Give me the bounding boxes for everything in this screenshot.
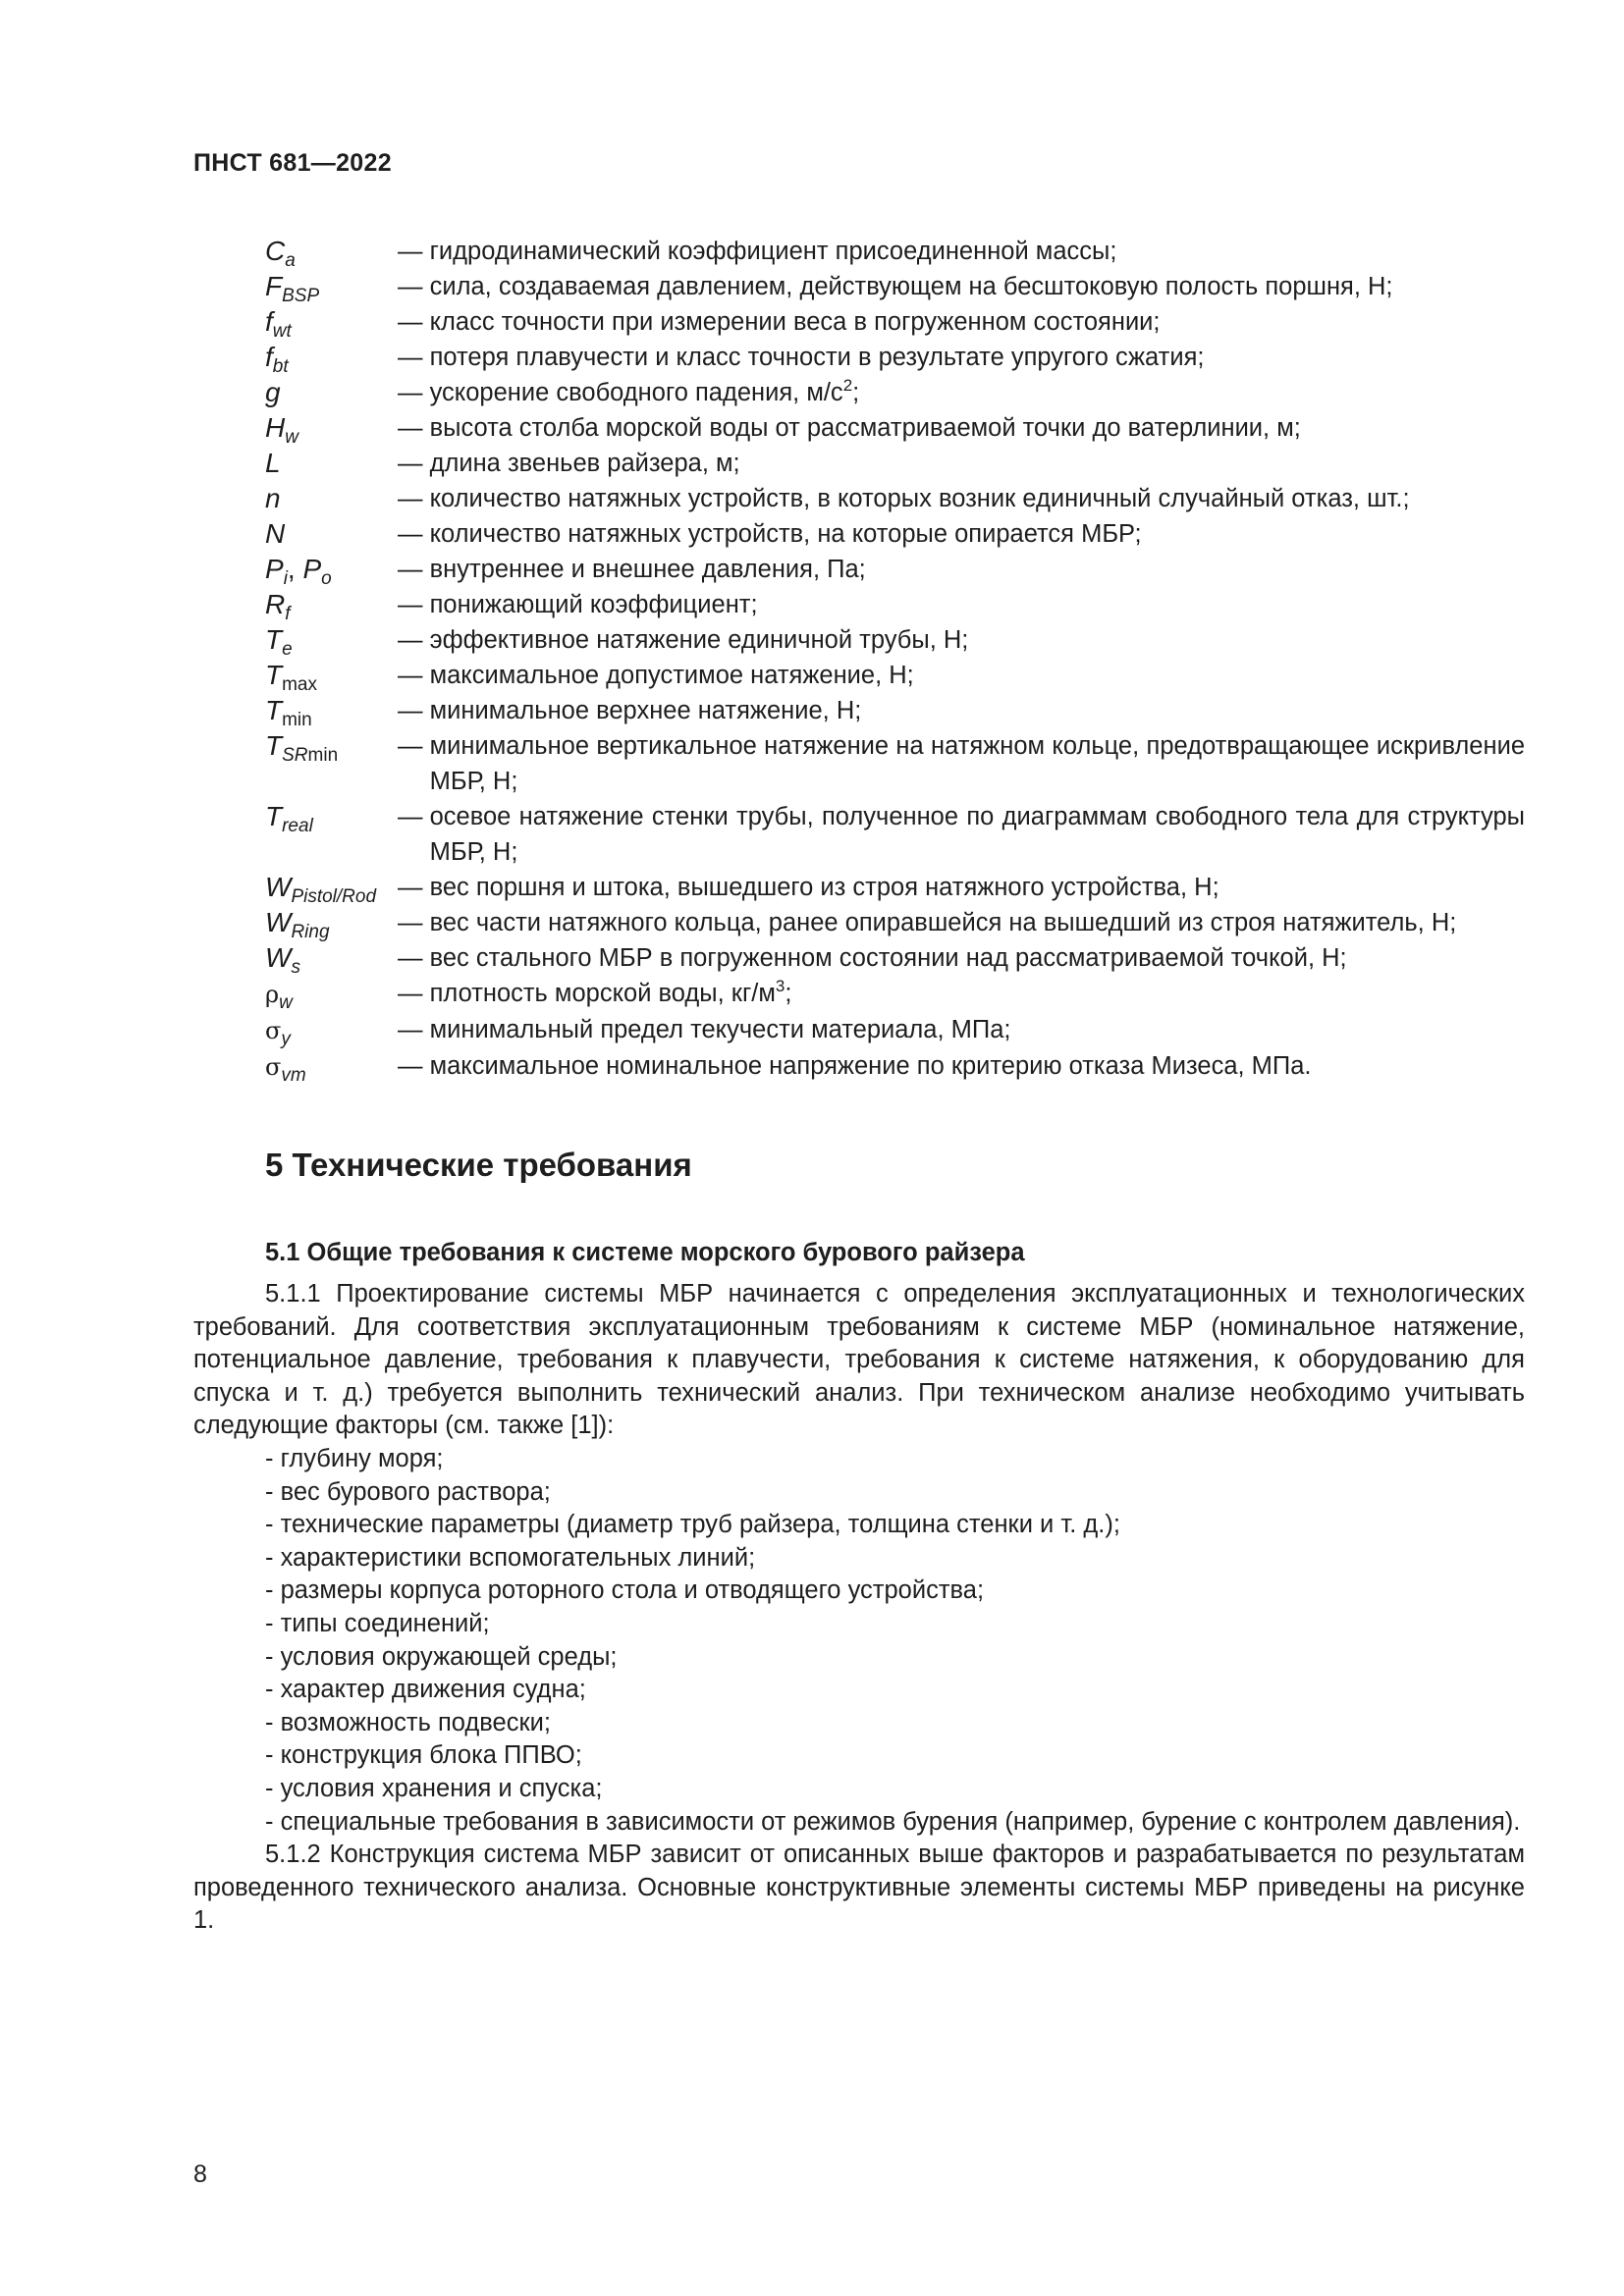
- factor-list-item: - специальные требования в зависимости от режимов бурения (например, бурение с контролем давления).: [265, 1807, 1521, 1836]
- page-number: 8: [193, 2161, 207, 2188]
- symbol-separator: ,: [287, 554, 303, 584]
- paragraph-5-1-1: 5.1.1 Проектирование системы МБР начинается с определения эксплуатационных и технологических требований. Для соответствия эксплуатационным требованиям к системе МБР (номинальное натяжение, потенциальное давление, требования к плавучести, требования к системе натяжения, к оборудованию для спуска и т. д.) требуется выполнить технический анализ. При техническом анализе необходимо учитывать следующие факторы (см. также [1]):: [193, 1280, 1525, 1440]
- symbol-definition: [398, 658, 1525, 693]
- em-dash: —: [398, 414, 430, 442]
- definition-body: длина звеньев райзера, м;: [429, 450, 740, 477]
- definition-body: ускорение свободного падения, м/с: [429, 379, 843, 406]
- symbol-subscript: SR: [282, 745, 308, 766]
- symbol-subscript: BSP: [282, 286, 320, 306]
- body-text: [193, 1278, 1525, 1938]
- em-dash: —: [398, 344, 430, 371]
- symbol-row: [265, 1048, 1525, 1085]
- em-dash: —: [398, 273, 430, 300]
- symbol-definition: [398, 622, 1525, 658]
- factor-list-item: - технические параметры (диаметр труб райзера, толщина стенки и т. д.);: [265, 1511, 1120, 1539]
- symbol-base: g: [265, 377, 281, 407]
- definition-text: [430, 481, 1525, 516]
- definition-body: осевое натяжение стенки трубы, полученное по диаграммам свободного тела для структуры МБР, Н;: [429, 803, 1525, 866]
- definition-body: класс точности при измерении веса в погруженном состоянии;: [429, 308, 1161, 336]
- subsection-title: 5.1 Общие требования к системе морского бурового райзера: [265, 1239, 1025, 1266]
- definition-text: [430, 304, 1525, 340]
- symbol-subscript: f: [285, 604, 291, 624]
- definition-text: [430, 340, 1525, 375]
- symbol: [265, 622, 398, 658]
- symbol-row: [265, 410, 1525, 446]
- symbol-subscript: i: [283, 568, 288, 589]
- definition-tail: ;: [852, 379, 860, 406]
- factor-list-item: - конструкция блока ППВО;: [265, 1741, 582, 1770]
- definition-superscript: 2: [842, 376, 853, 395]
- symbol: [265, 410, 398, 446]
- symbol-base: n: [265, 483, 281, 513]
- definition-body: потеря плавучести и класс точности в результате упругого сжатия;: [429, 344, 1205, 371]
- definition-text: [430, 375, 1525, 410]
- factor-list-item: - глубину моря;: [265, 1444, 444, 1472]
- definition-text: [430, 410, 1525, 446]
- symbol-subscript: w: [279, 992, 293, 1013]
- definition-body: количество натяжных устройств, на которые опирается МБР;: [429, 520, 1142, 548]
- symbol-definition: [398, 1048, 1525, 1084]
- symbol-base: F: [265, 271, 283, 301]
- em-dash: —: [398, 1052, 430, 1080]
- em-dash: —: [398, 697, 430, 724]
- symbol-subscript: o: [321, 568, 332, 589]
- factor-list-item: - возможность подвески;: [265, 1708, 551, 1736]
- em-dash: —: [398, 520, 430, 548]
- em-dash: —: [398, 591, 430, 618]
- factor-list: [193, 1443, 1525, 1839]
- definition-body: вес части натяжного кольца, ранее опиравшейся на вышедший из строя натяжитель, Н;: [429, 909, 1457, 936]
- symbol-subscript: min: [282, 710, 312, 730]
- definition-body: сила, создаваемая давлением, действующем на бесштоковую полость поршня, Н;: [429, 273, 1393, 300]
- symbol-definition: [398, 375, 1525, 410]
- em-dash: —: [398, 803, 430, 830]
- section-title: 5 Технические требования: [265, 1147, 692, 1183]
- symbol-row: [265, 693, 1525, 728]
- definition-text: [430, 799, 1525, 870]
- definition-text: [430, 622, 1525, 658]
- factor-list-item: - условия хранения и спуска;: [265, 1774, 603, 1802]
- symbol-base: P: [302, 554, 322, 584]
- symbol-row: [265, 340, 1525, 375]
- symbol-row: [265, 976, 1525, 1012]
- definition-text: [430, 658, 1525, 693]
- em-dash: —: [398, 379, 430, 406]
- symbol-row: [265, 481, 1525, 516]
- symbol: [265, 340, 398, 375]
- definition-body: вес поршня и штока, вышедшего из строя натяжного устройства, Н;: [429, 874, 1219, 901]
- symbol: [265, 1012, 398, 1048]
- symbol-base: f: [265, 306, 273, 337]
- factor-list-item: - условия окружающей среды;: [265, 1642, 618, 1671]
- definition-text: [430, 1012, 1525, 1047]
- symbol-definition: [398, 693, 1525, 728]
- symbol-subscript: bt: [272, 356, 289, 377]
- em-dash: —: [398, 732, 430, 760]
- em-dash: —: [398, 450, 430, 477]
- symbol: [265, 976, 398, 1012]
- definition-body: минимальное вертикальное натяжение на натяжном кольце, предотвращающее искривление МБР, Н;: [429, 732, 1525, 795]
- symbol: [265, 870, 398, 905]
- factor-list-item: - размеры корпуса роторного стола и отводящего устройства;: [265, 1576, 985, 1605]
- symbol: [265, 658, 398, 693]
- symbol: [265, 446, 398, 481]
- symbol-definition: [398, 1012, 1525, 1047]
- definition-body: минимальный предел текучести материала, МПа;: [429, 1016, 1011, 1043]
- symbol-definition: [398, 516, 1525, 552]
- symbol-base: σ: [265, 1017, 282, 1044]
- document-header: ПНСТ 681—2022: [193, 149, 392, 177]
- em-dash: —: [398, 556, 430, 583]
- symbol-base: W: [265, 872, 292, 902]
- definition-text: [430, 234, 1525, 269]
- symbol-definition: [398, 410, 1525, 446]
- definition-body: понижающий коэффициент;: [429, 591, 758, 618]
- symbol-row: [265, 516, 1525, 552]
- definition-text: [430, 940, 1525, 976]
- factor-list-item: - характер движения судна;: [265, 1676, 586, 1704]
- symbol-row: [265, 304, 1525, 340]
- symbol: [265, 516, 398, 552]
- em-dash: —: [398, 662, 430, 689]
- symbol-base: P: [265, 554, 284, 584]
- em-dash: —: [398, 909, 430, 936]
- symbol-subscript: e: [282, 639, 293, 660]
- symbol-row: [265, 905, 1525, 940]
- symbol-subscript: real: [282, 816, 313, 836]
- definition-tail: ;: [785, 980, 792, 1007]
- definition-body: максимальное номинальное напряжение по критерию отказа Мизеса, МПа.: [429, 1052, 1312, 1080]
- symbol-base: T: [265, 695, 283, 725]
- definition-superscript: 3: [775, 977, 785, 995]
- factor-list-item: - характеристики вспомогательных линий;: [265, 1543, 756, 1572]
- symbol-definition: [398, 304, 1525, 340]
- factor-list-item: - вес бурового раствора;: [265, 1477, 551, 1506]
- definition-body: гидродинамический коэффициент присоединенной массы;: [429, 238, 1117, 265]
- symbol-definition: [398, 234, 1525, 269]
- symbol-list: [265, 234, 1525, 1085]
- symbol-row: [265, 799, 1525, 870]
- definition-body: количество натяжных устройств, в которых возник единичный случайный отказ, шт.;: [429, 485, 1410, 512]
- symbol: [265, 940, 398, 976]
- symbol: [265, 269, 398, 304]
- em-dash: —: [398, 485, 430, 512]
- symbol-definition: [398, 905, 1525, 940]
- definition-body: максимальное допустимое натяжение, Н;: [429, 662, 914, 689]
- symbol-subscript: Pistol/Rod: [291, 886, 377, 907]
- paragraph-5-1-2: 5.1.2 Конструкция система МБР зависит от описанных выше факторов и разрабатывается по результатам проведенного технического анализа. Основные конструктивные элементы системы МБР приведены на рисунке 1.: [193, 1841, 1525, 1935]
- symbol-subscript: min: [307, 745, 339, 766]
- definition-body: вес стального МБР в погруженном состоянии над рассматриваемой точкой, Н;: [429, 944, 1347, 972]
- definition-text: [430, 446, 1525, 481]
- em-dash: —: [398, 874, 430, 901]
- symbol-subscript: Ring: [291, 922, 330, 942]
- symbol-row: [265, 552, 1525, 587]
- symbol: [265, 587, 398, 622]
- symbol-definition: [398, 976, 1525, 1011]
- symbol-row: [265, 658, 1525, 693]
- em-dash: —: [398, 1016, 430, 1043]
- definition-body: плотность морской воды, кг/м: [429, 980, 776, 1007]
- factor-list-item: - типы соединений;: [265, 1609, 490, 1637]
- symbol-definition: [398, 728, 1525, 799]
- symbol-row: [265, 622, 1525, 658]
- symbol: [265, 304, 398, 340]
- definition-body: минимальное верхнее натяжение, Н;: [429, 697, 862, 724]
- symbol-base: N: [265, 518, 286, 549]
- symbol-subscript: wt: [272, 321, 292, 342]
- symbol-definition: [398, 799, 1525, 870]
- definition-body: внутреннее и внешнее давления, Па;: [429, 556, 866, 583]
- symbol-definition: [398, 481, 1525, 516]
- symbol-row: [265, 940, 1525, 976]
- symbol-base: T: [265, 801, 283, 831]
- definition-text: [430, 587, 1525, 622]
- symbol-base: C: [265, 236, 286, 266]
- symbol-row: [265, 728, 1525, 799]
- em-dash: —: [398, 944, 430, 972]
- symbol-base: R: [265, 589, 286, 619]
- symbol: [265, 375, 398, 410]
- symbol-subscript: y: [281, 1029, 291, 1049]
- definition-text: [430, 552, 1525, 587]
- symbol-subscript: max: [282, 674, 318, 695]
- definition-text: [430, 728, 1525, 799]
- symbol-row: [265, 1012, 1525, 1048]
- symbol-base: T: [265, 660, 283, 690]
- definition-text: [430, 693, 1525, 728]
- symbol-subscript: vm: [281, 1065, 306, 1086]
- definition-text: [430, 269, 1525, 304]
- definition-body: эффективное натяжение единичной трубы, Н;: [429, 626, 969, 654]
- symbol-base: ρ: [265, 981, 280, 1008]
- definition-text: [430, 976, 1525, 1011]
- symbol-definition: [398, 870, 1525, 905]
- symbol-base: W: [265, 907, 292, 937]
- symbol-subscript: s: [291, 957, 300, 978]
- symbol: [265, 1048, 398, 1085]
- symbol-definition: [398, 587, 1525, 622]
- symbol: [265, 693, 398, 728]
- symbol-row: [265, 870, 1525, 905]
- em-dash: —: [398, 626, 430, 654]
- symbol: [265, 728, 398, 764]
- definition-text: [430, 870, 1525, 905]
- symbol-definition: [398, 552, 1525, 587]
- symbol-row: [265, 375, 1525, 410]
- symbol-definition: [398, 940, 1525, 976]
- em-dash: —: [398, 308, 430, 336]
- symbol-base: f: [265, 342, 273, 372]
- symbol-definition: [398, 269, 1525, 304]
- symbol-base: W: [265, 942, 292, 973]
- definition-text: [430, 516, 1525, 552]
- definition-body: высота столба морской воды от рассматриваемой точки до ватерлинии, м;: [429, 414, 1301, 442]
- symbol-row: [265, 269, 1525, 304]
- symbol-base: T: [265, 624, 283, 655]
- symbol: [265, 799, 398, 834]
- symbol: [265, 234, 398, 269]
- em-dash: —: [398, 238, 430, 265]
- symbol-definition: [398, 340, 1525, 375]
- symbol-base: H: [265, 412, 286, 443]
- symbol-base: T: [265, 730, 283, 761]
- symbol-base: σ: [265, 1053, 282, 1081]
- symbol: [265, 552, 398, 587]
- symbol-row: [265, 587, 1525, 622]
- symbol: [265, 481, 398, 516]
- symbol-row: [265, 234, 1525, 269]
- symbol-definition: [398, 446, 1525, 481]
- definition-text: [430, 1048, 1525, 1084]
- symbol-base: L: [265, 448, 281, 478]
- symbol: [265, 905, 398, 940]
- symbol-subscript: a: [285, 250, 296, 271]
- symbol-subscript: w: [285, 427, 298, 448]
- definition-text: [430, 905, 1525, 940]
- symbol-row: [265, 446, 1525, 481]
- em-dash: —: [398, 980, 430, 1007]
